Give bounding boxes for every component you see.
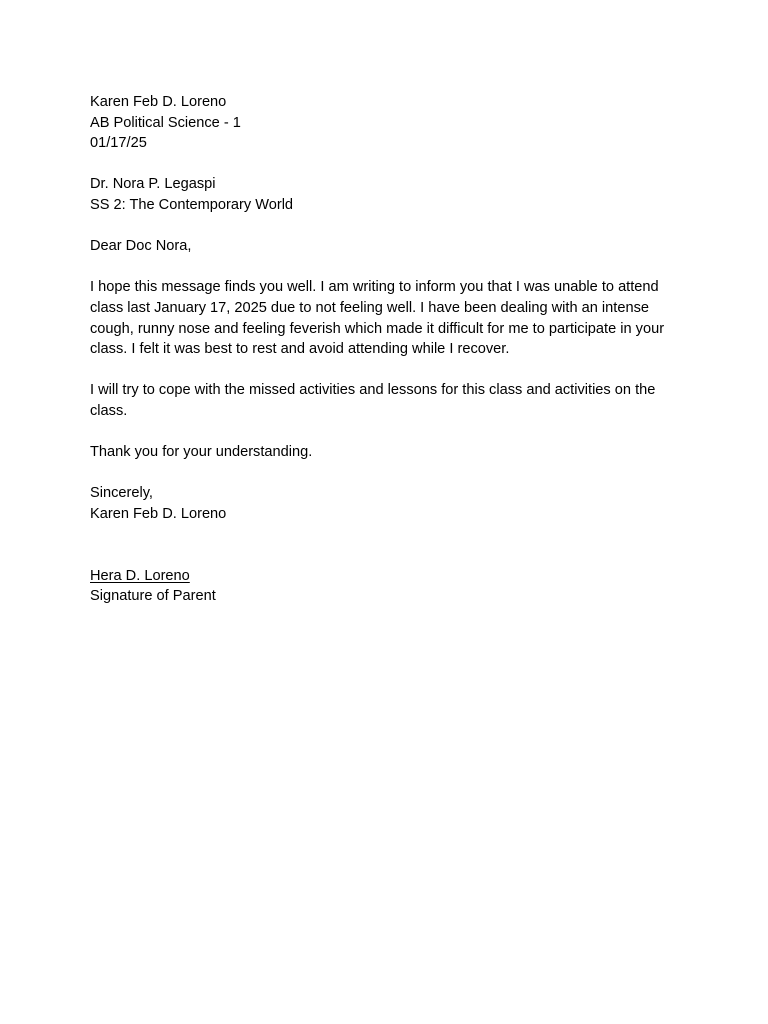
- spacer: [90, 216, 686, 237]
- closing-name: Karen Feb D. Loreno: [90, 505, 227, 522]
- body-paragraph-3: Thank you for your understanding.: [90, 444, 313, 461]
- spacer: [90, 524, 686, 565]
- letter-date: 01/17/25: [90, 135, 147, 152]
- spacer: [90, 422, 686, 443]
- parent-signature-block: [90, 566, 686, 607]
- closing-block: [90, 483, 686, 524]
- parent-signature-name: Hera D. Loreno: [90, 567, 190, 584]
- recipient-course: SS 2: The Contemporary World: [90, 196, 294, 213]
- sender-name: Karen Feb D. Loreno: [90, 94, 227, 110]
- sender-block: [90, 92, 686, 154]
- sign-off: Sincerely,: [90, 485, 153, 502]
- spacer: [90, 463, 686, 484]
- sender-program: AB Political Science - 1: [90, 114, 241, 131]
- spacer: [90, 360, 686, 381]
- salutation: Dear Doc Nora,: [90, 238, 192, 255]
- recipient-block: [90, 174, 686, 215]
- recipient-name: Dr. Nora P. Legaspi: [90, 176, 216, 193]
- parent-signature-caption: Signature of Parent: [90, 588, 216, 605]
- spacer: [90, 154, 686, 175]
- body-paragraph-1: I hope this message finds you well. I am writing to inform you that I was unable to attend class last January 17, 2025 due to not feeling well. I have been dealing with an intense cough, runny nose and feeling feverish which made it difficult for me to participate in your class. I felt it was best to rest and avoid attending while I recover.: [90, 279, 665, 358]
- body-paragraph-2: I will try to cope with the missed activities and lessons for this class and activities on the class.: [90, 382, 656, 419]
- spacer: [90, 257, 686, 278]
